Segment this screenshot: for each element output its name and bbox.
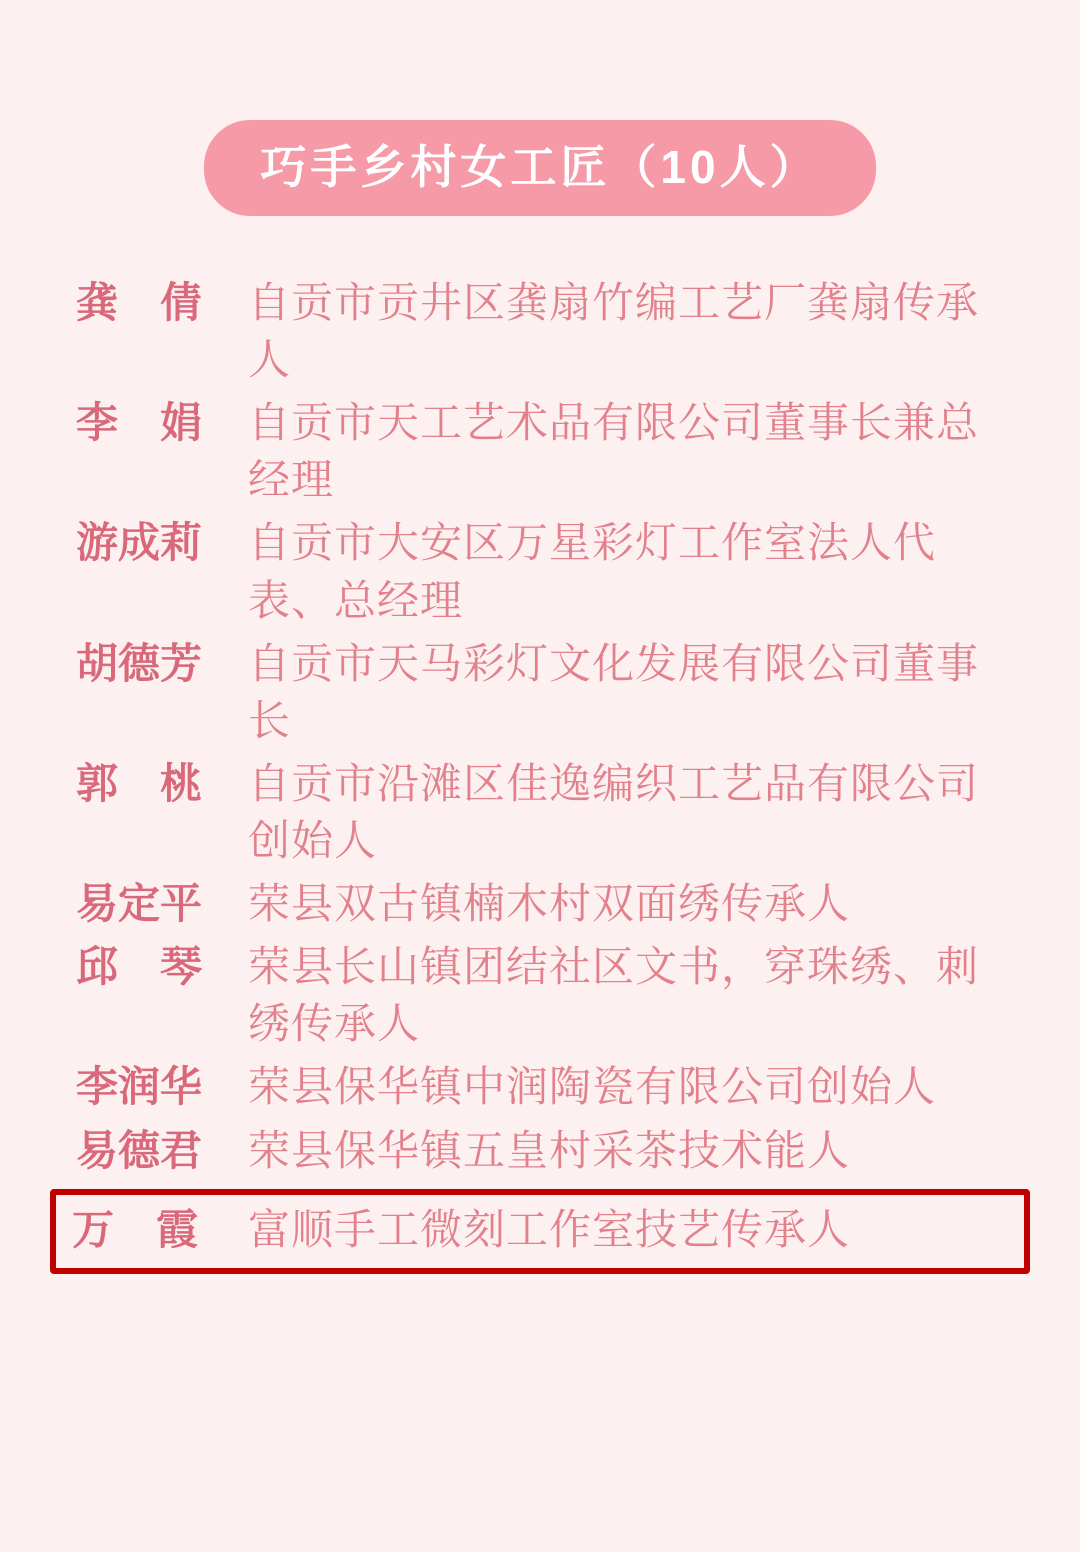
honoree-name: 龚 倩 bbox=[76, 279, 203, 326]
title-section bbox=[0, 0, 1080, 216]
honoree-name: 邱 琴 bbox=[76, 943, 203, 991]
honoree-name: 胡德芳 bbox=[76, 639, 203, 687]
page-title: 巧手乡村女工匠（10人） bbox=[204, 120, 875, 216]
list-item bbox=[76, 394, 1004, 508]
list-item bbox=[76, 938, 1004, 1052]
honoree-description: 荣县长山镇团结社区文书，穿珠绣、刺绣传承人 bbox=[248, 943, 980, 1048]
honoree-list bbox=[0, 274, 1080, 1274]
honoree-description: 荣县双古镇楠木村双面绣传承人 bbox=[248, 880, 851, 928]
honoree-description: 自贡市沿滩区佳逸编织工艺品有限公司创始人 bbox=[248, 759, 980, 864]
honoree-name: 李 娟 bbox=[76, 399, 203, 447]
honoree-name: 李润华 bbox=[76, 1063, 203, 1111]
list-item bbox=[76, 514, 1004, 628]
honoree-description: 自贡市天工艺术品有限公司董事长兼总经理 bbox=[248, 399, 980, 504]
honoree-description: 荣县保华镇五皇村采茶技术能人 bbox=[248, 1126, 851, 1174]
list-item bbox=[76, 875, 1004, 932]
list-item bbox=[76, 755, 1004, 869]
list-item bbox=[76, 1122, 1004, 1179]
honoree-name: 万 霞 bbox=[72, 1205, 199, 1253]
list-item bbox=[76, 274, 1004, 388]
list-item-highlighted bbox=[50, 1189, 1030, 1274]
honoree-name: 游成莉 bbox=[76, 519, 203, 567]
honoree-description: 富顺手工微刻工作室技艺传承人 bbox=[248, 1205, 851, 1253]
honoree-name: 郭 桃 bbox=[76, 759, 203, 807]
list-item bbox=[76, 1058, 1004, 1115]
honoree-name: 易德君 bbox=[76, 1126, 203, 1174]
honoree-name: 易定平 bbox=[76, 880, 203, 928]
honoree-description: 自贡市大安区万星彩灯工作室法人代表、总经理 bbox=[248, 519, 937, 624]
honoree-description: 荣县保华镇中润陶瓷有限公司创始人 bbox=[248, 1063, 937, 1111]
honoree-description: 自贡市天马彩灯文化发展有限公司董事长 bbox=[248, 639, 980, 744]
list-item bbox=[76, 635, 1004, 749]
honoree-description: 自贡市贡井区龚扇竹编工艺厂龚扇传承人 bbox=[248, 279, 980, 384]
